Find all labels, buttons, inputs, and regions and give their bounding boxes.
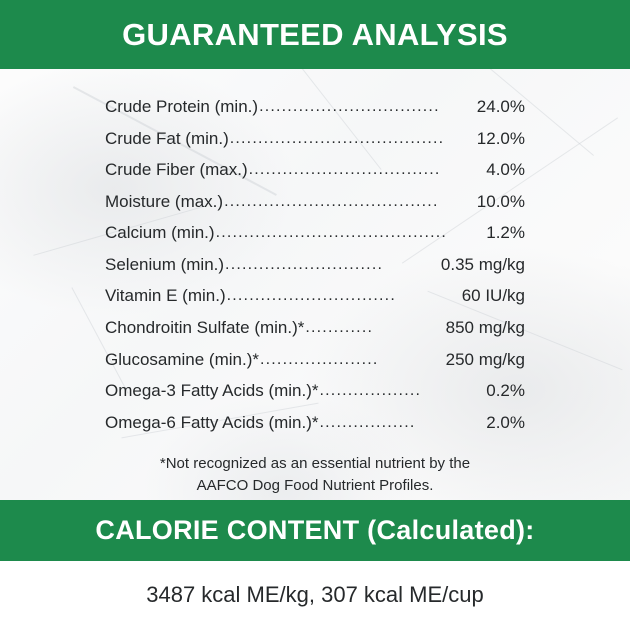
- leader-dots: ............................: [225, 255, 384, 273]
- calorie-content-value: 3487 kcal ME/kg, 307 kcal ME/cup: [146, 582, 484, 608]
- nutrient-name: Omega-6 Fatty Acids (min.)*: [105, 412, 319, 432]
- leader-dots: .........................................: [215, 224, 448, 242]
- nutrient-name: Crude Fiber (max.): [105, 160, 248, 180]
- leader-dots: ..................................: [248, 161, 441, 179]
- nutrient-value: 4.0%: [486, 160, 525, 180]
- list-item: [105, 344, 525, 376]
- nutrient-name: Moisture (max.): [105, 191, 224, 211]
- list-item: [105, 376, 525, 408]
- list-item: [105, 312, 525, 344]
- nutrient-value: 10.0%: [476, 191, 525, 211]
- page-title: GUARANTEED ANALYSIS: [122, 16, 508, 52]
- nutrient-name: Glucosamine (min.)*: [105, 349, 259, 369]
- list-item: [105, 407, 525, 439]
- nutrient-value: 2.0%: [486, 412, 525, 432]
- leader-dots: .................: [319, 413, 416, 431]
- nutrient-name: Selenium (min.): [105, 254, 225, 274]
- leader-dots: ............: [305, 319, 374, 337]
- leader-dots: ......................................: [224, 192, 439, 210]
- list-item: [105, 218, 525, 250]
- calorie-content-header: [0, 500, 630, 560]
- footnote: [100, 453, 530, 497]
- list-item: [105, 249, 525, 281]
- nutrient-value: 24.0%: [476, 97, 525, 117]
- nutrient-name: Vitamin E (min.): [105, 286, 226, 306]
- list-item: [105, 281, 525, 313]
- list-item: [105, 123, 525, 155]
- nutrient-value: 0.35 mg/kg: [440, 254, 525, 274]
- nutrient-value: 850 mg/kg: [445, 318, 525, 338]
- guaranteed-analysis-section: [0, 69, 630, 500]
- nutrient-name: Omega-3 Fatty Acids (min.)*: [105, 381, 319, 401]
- nutrient-name: Crude Fat (min.): [105, 128, 229, 148]
- nutrient-value: 60 IU/kg: [461, 286, 525, 306]
- calorie-content-section: [0, 561, 630, 630]
- leader-dots: ..................: [319, 382, 422, 400]
- leader-dots: ......................................: [229, 129, 445, 147]
- list-item: [105, 155, 525, 187]
- nutrient-value: 250 mg/kg: [445, 349, 525, 369]
- footnote-line-1: *Not recognized as an essential nutrient by the: [159, 454, 471, 472]
- leader-dots: .....................: [260, 350, 379, 368]
- nutrient-value: 12.0%: [476, 128, 525, 148]
- list-item: [105, 186, 525, 218]
- footnote-line-2: AAFCO Dog Food Nutrient Profiles.: [196, 476, 434, 494]
- guaranteed-analysis-header: [0, 0, 630, 69]
- nutrient-value: 1.2%: [486, 223, 525, 243]
- list-item: [105, 91, 525, 123]
- nutrient-list: [105, 91, 525, 438]
- nutrient-value: 0.2%: [486, 381, 525, 401]
- calorie-content-title: CALORIE CONTENT (Calculated):: [95, 514, 535, 545]
- leader-dots: ................................: [259, 98, 440, 116]
- nutrient-name: Calcium (min.): [105, 223, 215, 243]
- leader-dots: ..............................: [226, 287, 396, 305]
- nutrient-name: Chondroitin Sulfate (min.)*: [105, 318, 305, 338]
- nutrient-name: Crude Protein (min.): [105, 97, 259, 117]
